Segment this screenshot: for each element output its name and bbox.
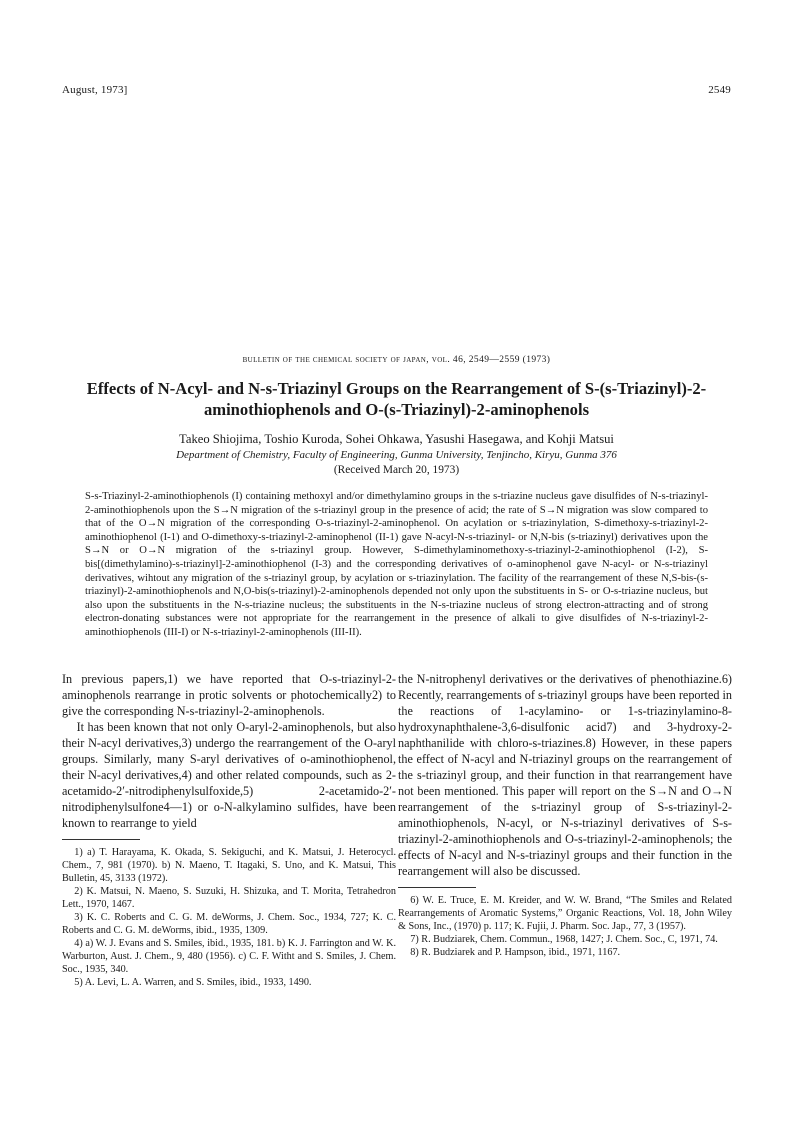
body-paragraph: the N-nitrophenyl derivatives or the derivatives of phenothiazine.6) Recently, rearrangements of s-triazinyl groups have been reported in the reactions of 1-acylamino- or 1-s-triazinylamino-8-hydroxynaphthalene-3,6-disulfonic acid7) and 3-hydroxy-2-naphthanilide with chloro-s-triazines.8) However, in these papers the effect of N-acyl and N-triazinyl groups on the rearrangement of the s-triazinyl group, and their function in that rearrangement have not been mentioned. This paper will report on the S→N and O→N rearrangement of the s-triazinyl group of S-s-triazinyl-2-aminothiophenols, N-acyl, or N-s-triazinyl derivatives of S-s-triazinyl-2-aminothiophenols and O-s-triazinyl-2-aminophenols; the effects of N-acyl and N-s-triazinyl groups and their function in the rearrangement will also be discussed. (398, 672, 732, 878)
footnote-divider (62, 839, 140, 840)
footnote: 6) W. E. Truce, E. M. Kreider, and W. W. Brand, “The Smiles and Related Rearrangements of Aromatic Systems,” Organic Reactions, Vol. 18, John Wiley & Sons, Inc., (1970) p. 117; K. Fujii, J. Pharm. Soc. Jap., 77, 3 (1957). (398, 895, 732, 932)
footnote: 5) A. Levi, L. A. Warren, and S. Smiles, ibid., 1933, 1490. (74, 977, 312, 988)
body-paragraph: It has been known that not only O-aryl-2-aminophenols, but also their N-acyl derivatives,3) undergo the rearrangement of the O-aryl groups. Similarly, many S-aryl derivatives of o-aminothiophenol, their N-acyl derivatives,4) and other related compounds, such as 2-acetamido-2′-nitrodiphenylsulfoxide,5) 2-acetamido-2′-nitrodiphenylsulfone4—1) or o-N-alkylamino sulfides, have been known to rearrange to yield (62, 720, 396, 830)
authors: Takeo Shiojima, Toshio Kuroda, Sohei Ohkawa, Yasushi Hasegawa, and Kohji Matsui (179, 432, 614, 446)
body-paragraph: In previous papers,1) we have reported that O-s-triazinyl-2-aminophenols rearrange in protic solvents or photochemically2) to give the corresponding N-s-triazinyl-2-aminophenols. (62, 672, 396, 718)
journal-citation-line (0, 355, 793, 365)
right-column (398, 671, 732, 959)
journal-volume-pages: 46, 2549—2559 (1973) (450, 355, 551, 365)
journal-name: bulletin of the chemical society of japan, vol. (242, 355, 451, 365)
affiliation: Department of Chemistry, Faculty of Engineering, Gunma University, Tenjincho, Kiryu, Gunma 376 (176, 449, 617, 461)
footnote: 8) R. Budziarek and P. Hampson, ibid., 1971, 1167. (410, 947, 621, 958)
footnote: 3) K. C. Roberts and C. G. M. deWorms, J. Chem. Soc., 1934, 727; K. C. Roberts and C. G. M. deWorms, ibid., 1935, 1309. (62, 912, 396, 936)
running-header-date: August, 1973] (62, 84, 128, 96)
article-title: Effects of N-Acyl- and N-s-Triazinyl Groups on the Rearrangement of S-(s-Triazinyl)-2-aminothiophenols and O-(s-Triazinyl)-2-aminophenols (86, 379, 707, 419)
abstract: S-s-Triazinyl-2-aminothiophenols (I) containing methoxyl and/or dimethylamino groups in the s-triazine nucleus gave disulfides of N-s-triazinyl-2-aminothiophenols upon the S→N migration of the s-triazinyl group in the presence of acid; the rate of S→N migration was slow compared to that of the O→N migration of the corresponding O-s-triazinyl-2-aminophenol. On acylation or s-triazinylation, S-dimethoxy-s-triazinyl-2-aminothiophenol (I-1) and O-dimethoxy-s-triazinyl-2-aminophenol (II-1) gave N-acyl-N-s-triazinyl- or N,N-bis (s-triazinyl) derivatives upon the S→N or O→N migration of the s-triazinyl group. However, S-dimethylaminomethoxy-s-triazinyl-2-aminothiophenol (I-2), S-bis[(dimethylamino)-s-triazinyl]-2-aminothiophenol (I-3) and the corresponding derivatives of o-aminophenol gave N-acyl- or N-s-triazinyl derivatives, wihtout any migration of the s-triazinyl group, by acylation or s-triazinylation. The facility of the rearrangement of these N,S-bis-(s-triazinyl)-2-aminothiophenols and N,O-bis(s-triazinyl)-2-aminophenols depended not only upon the substituents in S- or O-s-triazine nucleus, but also upon the substituents in the N-s-triazine nucleus; the substituents in the N-s-triazine nucleus of strong electron-attracting and of strong electron-donating substances were not appropriate for the rearrangement in the presence of alkali to give disulfides of N-s-triazinyl-2-aminothiophenols (III-I) or N-s-triazinyl-2-aminophenols (III-II). (85, 491, 708, 638)
footnote: 4) a) W. J. Evans and S. Smiles, ibid., 1935, 181. b) K. J. Farrington and W. K. Warburton, Aust. J. Chem., 9, 480 (1956). c) C. F. Witht and S. Smiles, J. Chem. Soc., 1935, 340. (62, 938, 396, 975)
footnotes-right (398, 894, 732, 959)
footnote-divider (398, 887, 476, 888)
footnotes-left (62, 846, 396, 989)
footnote: 1) a) T. Harayama, K. Okada, S. Sekiguchi, and K. Matsui, J. Heterocycl. Chem., 7, 981 (1970). b) N. Maeno, T. Itagaki, S. Uno, and K. Matsui, This Bulletin, 45, 3133 (1972). (62, 847, 396, 884)
page-number: 2549 (708, 84, 731, 96)
footnote: 2) K. Matsui, N. Maeno, S. Suzuki, H. Shizuka, and T. Morita, Tetrahedron Lett., 1970, 1467. (62, 886, 396, 910)
left-column (62, 671, 396, 989)
received-date: (Received March 20, 1973) (333, 464, 460, 476)
footnote: 7) R. Budziarek, Chem. Commun., 1968, 1427; J. Chem. Soc., C, 1971, 74. (410, 934, 718, 945)
